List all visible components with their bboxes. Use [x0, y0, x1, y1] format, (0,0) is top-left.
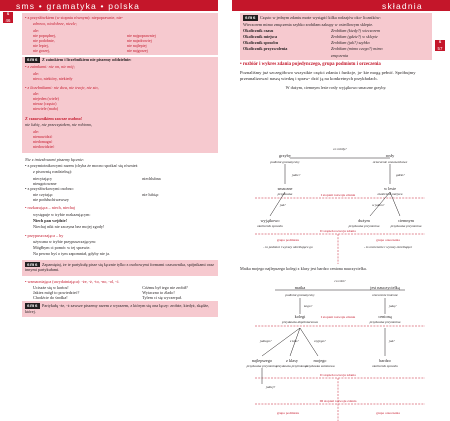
diag1-q: jakie?	[292, 173, 301, 177]
diag1-attribute: smaczne	[277, 186, 293, 191]
pronoun-numeral-box	[22, 57, 218, 152]
diag1-step: I stopień rozwoju zdania	[320, 193, 356, 197]
participle-section	[22, 155, 218, 260]
diag2-q: jaką?	[389, 304, 397, 308]
left-header-title: sms • gramatyka • polska	[16, 1, 141, 11]
diag1-group-desc: - to orzeczenie i wyrazy określające	[363, 245, 413, 249]
diag2-subject-label: podmiot gramatyczny	[285, 293, 315, 297]
diag2-word-label: przydawka dopełniaczowa	[282, 320, 318, 324]
adverbials-sms-box	[240, 13, 432, 60]
diag2-subject: matka	[294, 285, 306, 290]
sentence-diagram-1	[240, 146, 436, 264]
diag2-predicate-label: orzeczenie imienne	[372, 293, 398, 297]
ex-sentence: Chodźcie do środka!	[33, 295, 68, 301]
numeral-ex: nieraz (często)	[33, 101, 57, 107]
left-header-bar	[0, 0, 218, 11]
diag2-group: grupa orzeczenia	[376, 411, 400, 415]
diag1-predicate: rosły	[385, 153, 395, 158]
imperative-ex: Niechaj nikt nie zaczyna bez mojej zgody!	[33, 224, 105, 230]
sentence-diagram-2	[240, 276, 436, 421]
conditional-ex: Na pewno byś o tym zapomniał, gdyby nie ja.	[33, 251, 110, 257]
adverbial-ex: Zrobiłam (jak?) szybko	[331, 40, 370, 46]
adverbial-type: Okolicznik przyzwolenia	[243, 46, 288, 52]
diag2-word: z klasy	[285, 358, 299, 363]
adverbials-example: Wieczorem mimo zmęczenia szybko zrobiłam zakupy w osiedlowym sklepie.	[243, 21, 374, 27]
ex-sentence: Tylem ci się wyczerpał.	[142, 295, 182, 301]
adverbial-ex: zmęczenia	[331, 52, 349, 58]
diag2-q: z kim?	[290, 339, 299, 343]
participle-adj-rule-cont: z pisownią rozdzielną):	[33, 169, 73, 175]
verb-ale: ale:	[33, 128, 40, 134]
sms-text: Partykułę -że, -ż zawsze piszemy razem z wyrazem, z którym się ona łączy: zrobże, kiedyż, skądże, której.	[25, 303, 210, 314]
diag1-attribute-label: przydawka	[277, 192, 293, 196]
adverbials-table	[243, 28, 429, 58]
example-sentence-2: Matka mojego najlepszego kolegi z klasy jest bardzo ceniona nauczycielka.	[240, 266, 367, 271]
sms-badge: sms	[27, 303, 38, 309]
diag2-word-label: okolicznik sposobu	[372, 364, 398, 368]
sms-badge: sms	[27, 57, 38, 63]
numeral-ex: niewiele (mało)	[33, 106, 59, 112]
right-header-bar	[232, 0, 450, 11]
adverb-ex: nie poprędnej,	[33, 32, 56, 38]
participle-adv-rule: • z przysłówkowymi osobno:	[25, 185, 74, 191]
diag1-q: co robiły?	[333, 147, 347, 151]
diag1-subject: grzyby	[279, 153, 291, 158]
diag2-q: kogo?	[304, 304, 313, 308]
adverbial-ex: Zrobiłam (kiedy?) wieczorem	[331, 28, 380, 34]
ex-sentence: Wytaczno to źlado!	[142, 290, 175, 296]
ex-word	[142, 197, 215, 202]
verb-rule: Z czasownikiem zawsze osobno!	[25, 115, 83, 121]
diag1-group: grupa orzeczenia	[376, 238, 400, 242]
diag1-adverbial: w lesie	[383, 186, 397, 191]
numeral-ex: niejeden (wiele)	[33, 96, 59, 102]
ex-word: nieugotowane	[33, 180, 57, 186]
diag2-word: kolegi	[294, 314, 306, 319]
diag2-predicate: jest nauczycielką	[370, 285, 400, 290]
sms-badge: sms	[245, 15, 256, 20]
ex-word	[142, 181, 215, 186]
adverb-ex: nie najzdrowiej	[127, 37, 152, 43]
adverb-ex: nie najlepiej	[127, 42, 147, 48]
adverbial-type: Okolicznik miejsca	[243, 34, 278, 40]
diag1-group: grupa podmiotu	[276, 238, 300, 242]
diag2-word: mojego	[313, 358, 327, 363]
diag2-word-label: przydawka przymiotna	[369, 320, 401, 324]
emphatic-section	[22, 278, 218, 302]
adverbial-type: Okolicznik czasu	[243, 28, 274, 34]
diag2-group: grupa podmiotu	[276, 411, 300, 415]
diag2-step: III stopień rozwoju zdania	[319, 399, 357, 403]
adverb-rule: • z przysłówkiem (w stopniu równym): niepoprawnie, nie-	[25, 15, 123, 20]
diag2-q: czyjego?	[314, 339, 326, 343]
adverb-ale-label: ale:	[33, 27, 40, 33]
diag1-predicate-label: orzeczenie czasownikowe	[372, 160, 408, 164]
diag1-word: ciemnym	[398, 218, 414, 223]
diag1-group-desc: - to podmiot i wyrazy określające go	[263, 245, 313, 249]
adverb-examples	[25, 34, 215, 54]
imperative-text: występuje w trybie rozkazującym:	[33, 211, 91, 217]
adverbial-ex: Zrobiłam (gdzie?) w sklepie	[331, 34, 378, 40]
page-number-left: 46	[5, 17, 11, 23]
section-letter-left: S	[6, 12, 10, 16]
adverb-rule-cont: zdrowo, niedobrze, niezle;	[33, 21, 78, 27]
numeral-ale: ale:	[33, 91, 40, 97]
emphatic-row	[25, 295, 215, 300]
diag1-step: II stopień rozwoju zdania	[320, 229, 356, 233]
left-column	[22, 13, 218, 419]
diag2-word-label: przydawka zaimkowa	[305, 364, 335, 368]
ex-word: nie podsłuchiwawszy	[33, 197, 69, 203]
ex-word: niecytający	[33, 175, 53, 181]
diag1-word-label: przydawka przymiotna	[348, 224, 380, 228]
ex-word: nie czytając	[33, 192, 53, 198]
section-title: • rozbiór i wykres zdania pojedynczego, grupa podmiotu i orzeczenia	[240, 61, 381, 67]
verb-examples: nie lubię, nie przeczytałem, nie robiono,	[25, 122, 93, 128]
conditional-head: • przypuszczająca – by	[25, 232, 64, 238]
diag2-q: co robi?	[334, 279, 346, 283]
sms-box-2	[22, 301, 218, 317]
diag1-adverbial-label: okolicznik miejsca	[377, 192, 403, 196]
imperative-head: • rozkazująca – niech, niechaj	[25, 205, 75, 211]
adverb-box	[22, 13, 218, 55]
diag1-q: jak?	[280, 203, 286, 207]
ex-word: niechlubna	[142, 175, 161, 181]
ex-sentence: Uciszże się w końcu!	[33, 285, 69, 290]
right-header-title: składnia	[382, 1, 423, 11]
adverbials-intro: Często w jednym zdaniu może wystąpić kilka rodzajów oko- liczników:	[260, 15, 381, 20]
diag2-q: jakiego?	[260, 339, 272, 343]
section-intro: Poznaliśmy już szczegółowo wszystkie części zdania i funkcje, ja- kie mogą pełnić. Spróbujmy przeanalizować naszą wiedzę i spraw- dzić ją na konkretnych przykładach.	[240, 69, 416, 81]
adverbial-ex: Zrobiłam (mimo czego?) mimo	[331, 46, 383, 52]
diag1-q: gdzie?	[396, 173, 405, 177]
verb-ex: niedomagać	[33, 138, 53, 144]
imperative-ex: Niech pan wejdzie!	[33, 218, 67, 224]
adverb-ex: nie lepiej,	[33, 42, 49, 48]
pronoun-rule: • z zaimkami: nie on, nie mój;	[25, 64, 75, 70]
verb-ex: nienawidzić	[33, 133, 53, 139]
diag2-word: cenioną	[378, 314, 392, 319]
adverb-ex: nie podobnie,	[33, 37, 55, 43]
example-sentence-1: W dużym, ciemnym lesie rosły wyjątkowo smaczne grzyby.	[285, 84, 387, 90]
numeral-rule: • z liczebnikami: nie dwa, nie trzeje, nie sto,	[25, 84, 99, 90]
diag1-subject-label: podmiot gramatyczny	[270, 160, 300, 164]
conditional-text: używana w trybie przypuszczającym:	[33, 238, 96, 244]
adverbial-type	[243, 53, 331, 58]
diag1-word-label: okolicznik sposobu	[257, 224, 283, 228]
adverb-ex: nie najgorzej	[127, 47, 148, 53]
sms-box-1	[22, 260, 218, 276]
diag1-q: w jakim?	[372, 203, 385, 207]
diag1-word-label: przydawka przymiotna	[390, 224, 422, 228]
ex-sentence: Cóżmu był tego nie zrobił?	[142, 285, 188, 290]
participle-intro: Nie z imiesłowami piszemy łącznie:	[25, 156, 85, 162]
diag2-word: bardzo	[379, 358, 391, 363]
page-number-right: 57	[437, 45, 443, 51]
diag2-q: jak?	[389, 339, 395, 343]
ex-sentence: Jakiez mógł to powiedzieć?	[33, 290, 80, 296]
participle-adj-rule: • z przymiotnikowymi razem (chyba że mocno spotkać się również	[25, 163, 138, 169]
sms-text: Zapamiętaj, że te partykułę pisze się łącznie tylko z osobowymi formami czasownika, spójnikami oraz innymi partykułami.	[25, 261, 214, 273]
section-letter-right: S	[438, 40, 442, 44]
pronoun-ale: ale:	[33, 70, 40, 76]
right-column-top	[240, 13, 432, 163]
diag2-step: I stopień rozwoju zdania	[320, 315, 356, 319]
pronoun-ex: nieco, niektóry, niekiedy	[33, 75, 73, 81]
diag2-word-label: przydawka przymiotna	[246, 364, 278, 368]
diag1-word: wyjątkowo	[260, 218, 280, 223]
diag2-q: jakiej?	[266, 385, 276, 389]
diag2-word: najlepszego	[251, 358, 273, 363]
ex-word: nie lubiąc	[142, 192, 159, 198]
conditional-ex: Mógłbym ci pomóc w tej sprawie.	[33, 245, 91, 251]
diag2-step: II stopień rozwoju zdania	[320, 373, 356, 377]
pronoun-head: Z zaimkiem i liczebnikiem nie piszemy oddzielnie:	[42, 57, 132, 63]
right-page-number	[435, 40, 445, 51]
diag2-word-label: przydawka przyimkowa	[276, 364, 308, 368]
adverbial-type: Okolicznik sposobu	[243, 40, 279, 46]
emphatic-head: • wzmacniająca (uwydatniająca): -że, -ż, -to, -no, -ol, -ć.	[25, 278, 120, 284]
sms-badge: sms	[27, 261, 38, 267]
left-page-number	[3, 12, 13, 23]
adverb-ex: nie najpoprawniej	[127, 32, 156, 38]
verb-ex: niedowidzieć	[33, 143, 55, 149]
participle-pair	[25, 197, 215, 202]
adverb-ex: nie gorzej,	[33, 47, 50, 53]
diag1-word: dużym	[358, 218, 370, 223]
